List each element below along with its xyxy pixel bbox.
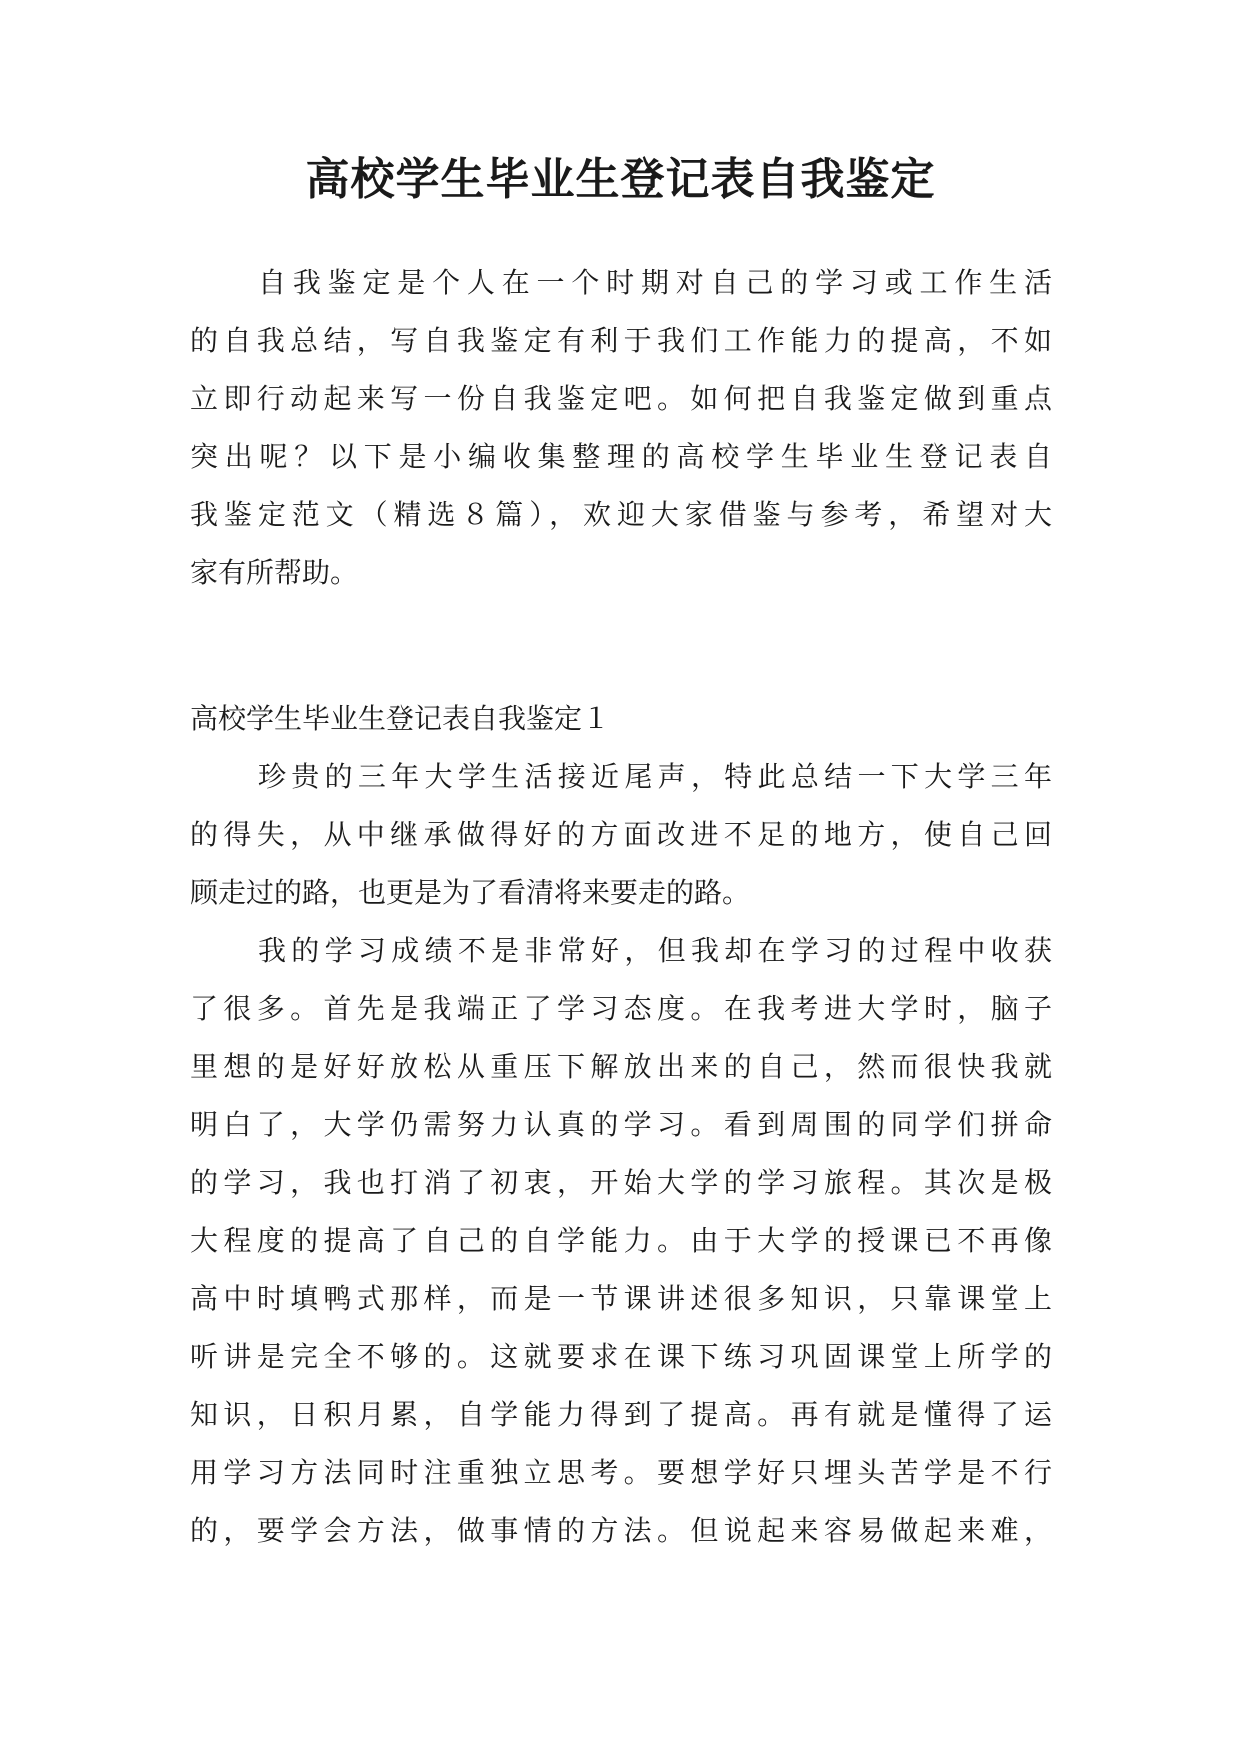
text-line: 我鉴定范文（精选８篇），欢迎大家借鉴与参考，希望对大: [190, 498, 1052, 531]
text-line: 自我鉴定是个人在一个时期对自己的学习或工作生活: [258, 266, 1052, 299]
text-line: 我的学习成绩不是非常好，但我却在学习的过程中收获: [258, 934, 1052, 967]
text-line: 的自我总结，写自我鉴定有利于我们工作能力的提高，不如: [190, 324, 1052, 357]
text-line: 明白了，大学仍需努力认真的学习。看到周围的同学们拼命: [190, 1108, 1052, 1141]
text-line: 顾走过的路，也更是为了看清将来要走的路。: [190, 876, 751, 909]
document-title: 高校学生毕业生登记表自我鉴定: [305, 154, 936, 205]
text-line: 家有所帮助。: [190, 556, 359, 589]
text-line: 用学习方法同时注重独立思考。要想学好只埋头苦学是不行: [190, 1456, 1052, 1489]
text-line: 的，要学会方法，做事情的方法。但说起来容易做起来难，: [190, 1514, 1052, 1547]
text-line: 珍贵的三年大学生活接近尾声，特此总结一下大学三年: [258, 760, 1052, 793]
text-line: 高中时填鸭式那样，而是一节课讲述很多知识，只靠课堂上: [190, 1282, 1052, 1315]
text-line: 立即行动起来写一份自我鉴定吧。如何把自我鉴定做到重点: [190, 382, 1052, 415]
text-line: 突出呢？以下是小编收集整理的高校学生毕业生登记表自: [190, 440, 1052, 473]
text-line: 的得失，从中继承做得好的方面改进不足的地方，使自己回: [190, 818, 1052, 851]
text-line: 听讲是完全不够的。这就要求在课下练习巩固课堂上所学的: [190, 1340, 1052, 1373]
text-line: 大程度的提高了自己的自学能力。由于大学的授课已不再像: [190, 1224, 1052, 1257]
text-line: 里想的是好好放松从重压下解放出来的自己，然而很快我就: [190, 1050, 1052, 1083]
text-line: 知识，日积月累，自学能力得到了提高。再有就是懂得了运: [190, 1398, 1052, 1431]
section-heading: 高校学生毕业生登记表自我鉴定１: [190, 702, 611, 735]
text-line: 了很多。首先是我端正了学习态度。在我考进大学时，脑子: [190, 992, 1052, 1025]
text-line: 的学习，我也打消了初衷，开始大学的学习旅程。其次是极: [190, 1166, 1052, 1199]
